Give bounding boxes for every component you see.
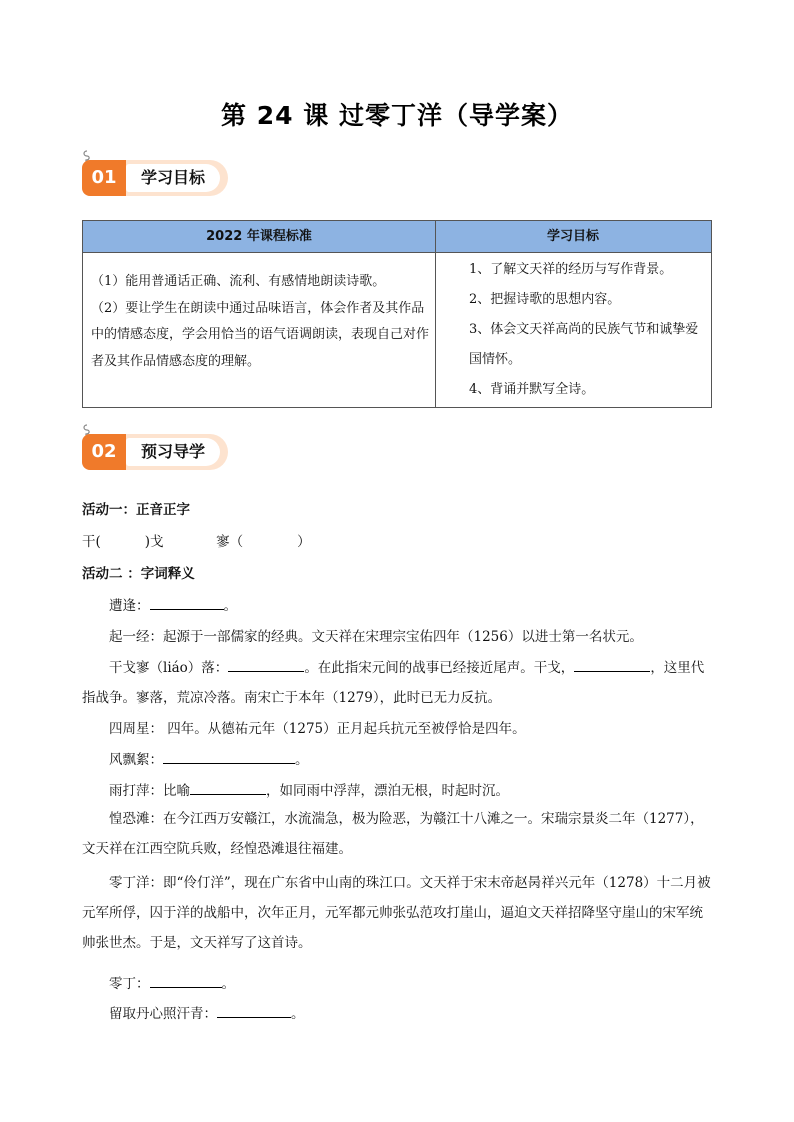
answer-blank[interactable] (217, 1003, 291, 1018)
vocab-line (109, 748, 309, 768)
section-number: 02 (82, 434, 126, 470)
item-text: 干( (82, 534, 101, 550)
item-text: 寥（ (216, 534, 244, 550)
page-title: 第 24 课 过零丁洋（导学案） (221, 101, 573, 130)
objectives-table (82, 220, 712, 408)
answer-blank[interactable] (190, 780, 266, 795)
section-label: 学习目标 (126, 164, 220, 192)
activity1-title: 活动一：正音正字 (82, 502, 190, 518)
vocab-text: 。 (223, 598, 237, 614)
table-header-standard: 2022 年课程标准 (206, 229, 312, 244)
answer-blank[interactable] (150, 595, 224, 610)
vocab-text: 惶恐滩：在今江西万安赣江，水流湍急，极为险恶，为赣江十八滩之一。宋瑞宗景炎二年（1277），文天祥在江西空阬兵败，经惶恐滩退往福建。 (82, 811, 704, 857)
vocab-line (109, 972, 235, 992)
vocab-text: 遭逢： (109, 598, 150, 614)
vocab-paragraph (82, 868, 712, 958)
section-number: 01 (82, 160, 126, 196)
vocab-line: 四周星： 四年。从德祐元年（1275）正月起兵抗元至被俘恰是四年。 (109, 721, 526, 737)
section-banner-01 (80, 150, 240, 200)
table-divider (435, 221, 436, 407)
pronunciation-item (82, 530, 311, 550)
item-text: )戈 (144, 534, 164, 550)
answer-blank[interactable] (150, 973, 222, 988)
vocab-text: 。 (291, 1006, 305, 1022)
vocab-text: 干戈寥（liáo）落： (109, 660, 229, 676)
vocab-text: ，这里代 (650, 660, 705, 676)
goal-item: 1、了解文天祥的经历与写作背景。 (469, 262, 673, 277)
goal-item: 2、把握诗歌的思想内容。 (469, 292, 621, 307)
vocab-line: 指战争。寥落，荒凉冷落。南宋亡于本年（1279），此时已无力反抗。 (82, 690, 502, 706)
vocab-text: 。 (295, 752, 309, 768)
vocab-text: 风飘絮： (109, 752, 163, 768)
section-banner-02 (80, 424, 240, 474)
vocab-text: ，如同雨中浮萍，漂泊无根，时起时沉。 (266, 783, 509, 799)
vocab-text: 。 (221, 976, 235, 992)
vocab-paragraph (82, 804, 712, 864)
item-text: ） (297, 534, 311, 550)
vocab-text: 零丁： (109, 976, 150, 992)
activity2-title: 活动二 ：字词释义 (82, 566, 195, 582)
goal-item: 4、背诵并默写全诗。 (469, 382, 595, 397)
vocab-text: 雨打萍：比喻 (109, 783, 190, 799)
standard-cell (91, 269, 431, 375)
vocab-text: 。在此指宋元间的战事已经接近尾声。干戈， (304, 660, 575, 676)
table-header-goals: 学习目标 (546, 229, 599, 244)
vocab-text: 留取丹心照汗青： (109, 1006, 217, 1022)
goals-cell (443, 255, 705, 405)
vocab-line (109, 1002, 305, 1022)
table-header (83, 221, 711, 253)
standard-item: （1）能用普通话正确、流利、有感情地朗读诗歌。 (91, 274, 386, 289)
section-label: 预习导学 (126, 438, 220, 466)
answer-blank[interactable] (574, 657, 650, 672)
vocab-line (109, 656, 704, 676)
vocab-line (109, 779, 509, 799)
answer-blank[interactable] (163, 749, 295, 764)
vocab-text: 零丁洋：即“伶仃洋”，现在广东省中山南的珠江口。文天祥于宋末帝赵昺祥兴元年（1278）十二月被元军所俘，囚于洋的战船中，次年正月，元军都元帅张弘范攻打崖山，逼迫文天祥招降坚守崖山的宋军统帅张世杰。于是，文天祥写了这首诗。 (82, 875, 711, 951)
vocab-line (109, 594, 237, 614)
standard-item: （2）要让学生在朗读中通过品味语言，体会作者及其作品中的情感态度，学会用恰当的语气语调朗读，表现自己对作者及其作品情感态度的理解。 (91, 300, 430, 369)
vocab-line: 起一经：起源于一部儒家的经典。文天祥在宋理宗宝佑四年（1256）以进士第一名状元。 (109, 629, 643, 645)
goal-item: 3、体会文天祥高尚的民族气节和诚挚爱国情怀。 (469, 322, 699, 367)
answer-blank[interactable] (228, 657, 304, 672)
